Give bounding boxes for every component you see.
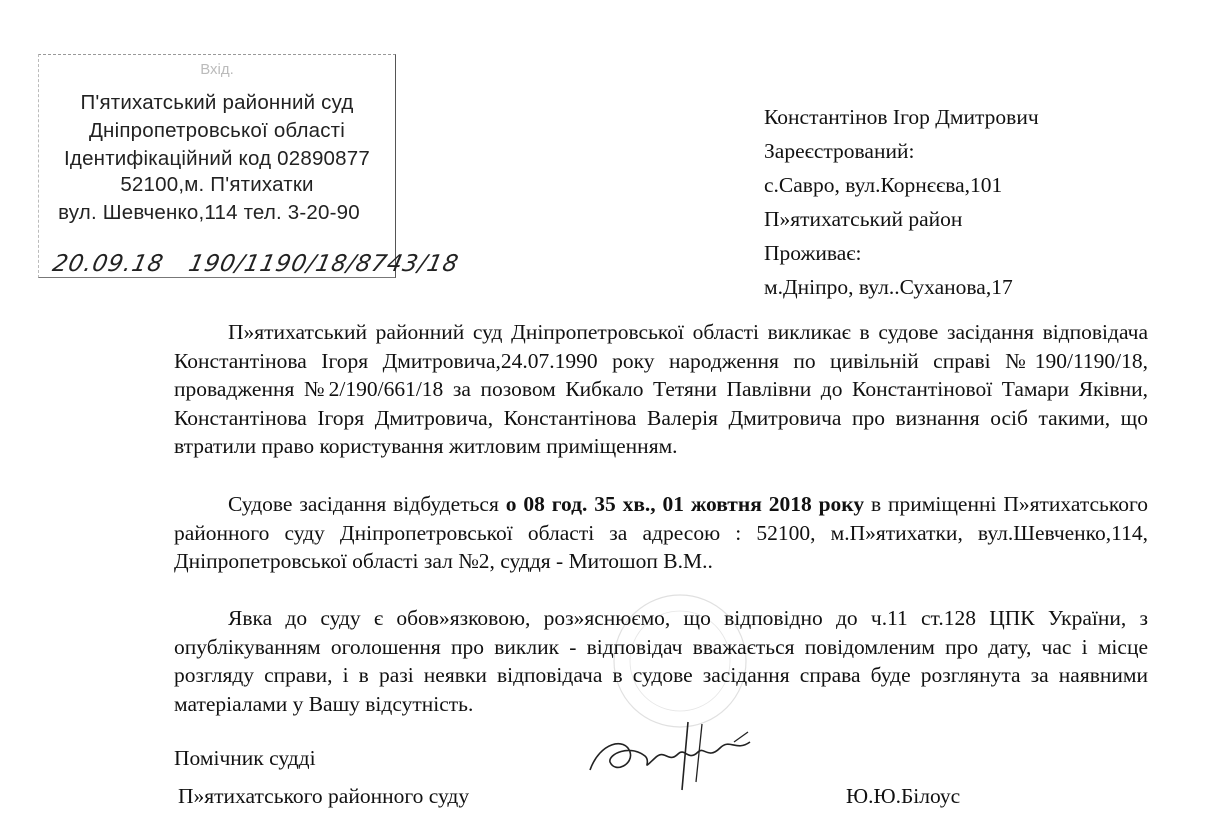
hearing-datetime: о 08 год. 35 хв., 01 жовтня 2018 року	[505, 492, 865, 516]
paragraph-hearing-time	[174, 490, 1148, 576]
registration-stamp	[38, 54, 462, 278]
stamp-id-code: Ідентифікаційний код 02890877	[64, 147, 370, 170]
hearing-text-start: Судове засідання відбудеться	[228, 492, 506, 516]
stamp-region: Дніпропетровської області	[88, 119, 346, 142]
stamp-city: 52100,м. П'ятихатки	[120, 173, 314, 196]
paragraph-attendance: Явка до суду є обов»язковою, роз»яснюємо, що відповідно до ч.11 ст.128 ЦПК України, з опублікуванням оголошення про виклик - відповідач вважається повідомленим про дату, час і місце розгляду справи, і в разі неявки відповідача в судове засідання справа буде розглянута за наявними матеріалами у Вашу відсутність.	[174, 606, 1148, 716]
stamp-faded-header: Вхід.	[200, 61, 234, 78]
stamp-court-name: П'ятихатський районний суд	[80, 91, 354, 114]
paragraph-summons: П»ятихатський районний суд Дніпропетровської області викликає в судове засідання відповідача Константінова Ігоря Дмитровича,24.07.1990 року народження по цивільній справі №190/1190/18, провадження №2/190/661/18 за позовом Кибкало Тетяни Павлівни до Константінової Тамари Яківни, Константінова Ігоря Дмитровича, Константінова Валерія Дмитровича про визнання осіб такими, що втратили право користування житловим приміщенням.	[174, 320, 1148, 459]
signer-court: П»ятихатського районного суду	[178, 784, 470, 808]
addressee-name: Константінов Ігор Дмитрович	[764, 105, 1039, 129]
district: П»ятихатський район	[764, 207, 963, 231]
stamp-street-phone: вул. Шевченко,114 тел. 3-20-90	[58, 201, 360, 224]
signer-position: Помічник судді	[174, 746, 316, 770]
registered-address: с.Савро, вул.Корнєєва,101	[764, 173, 1003, 197]
stamp-handwritten-number: 190/1190/18/8743/18	[186, 251, 462, 277]
living-address: м.Дніпро, вул..Суханова,17	[764, 275, 1013, 299]
registered-label: Зареєстрований:	[764, 139, 915, 163]
hearing-text-end: в приміщенні П»ятихатського районного суду Дніпропетровської області за адресою : 52100, м.П»ятихатки, вул.Шевченко,114, Дніпропетровської області зал №2, суддя - Митошоп В.М..	[174, 492, 1148, 574]
living-label: Проживає:	[764, 241, 862, 265]
signer-name: Ю.Ю.Білоус	[846, 784, 961, 808]
handwritten-signature	[570, 712, 760, 802]
addressee-block	[764, 100, 1039, 304]
stamp-handwritten-date: 20.09.18	[50, 251, 167, 277]
